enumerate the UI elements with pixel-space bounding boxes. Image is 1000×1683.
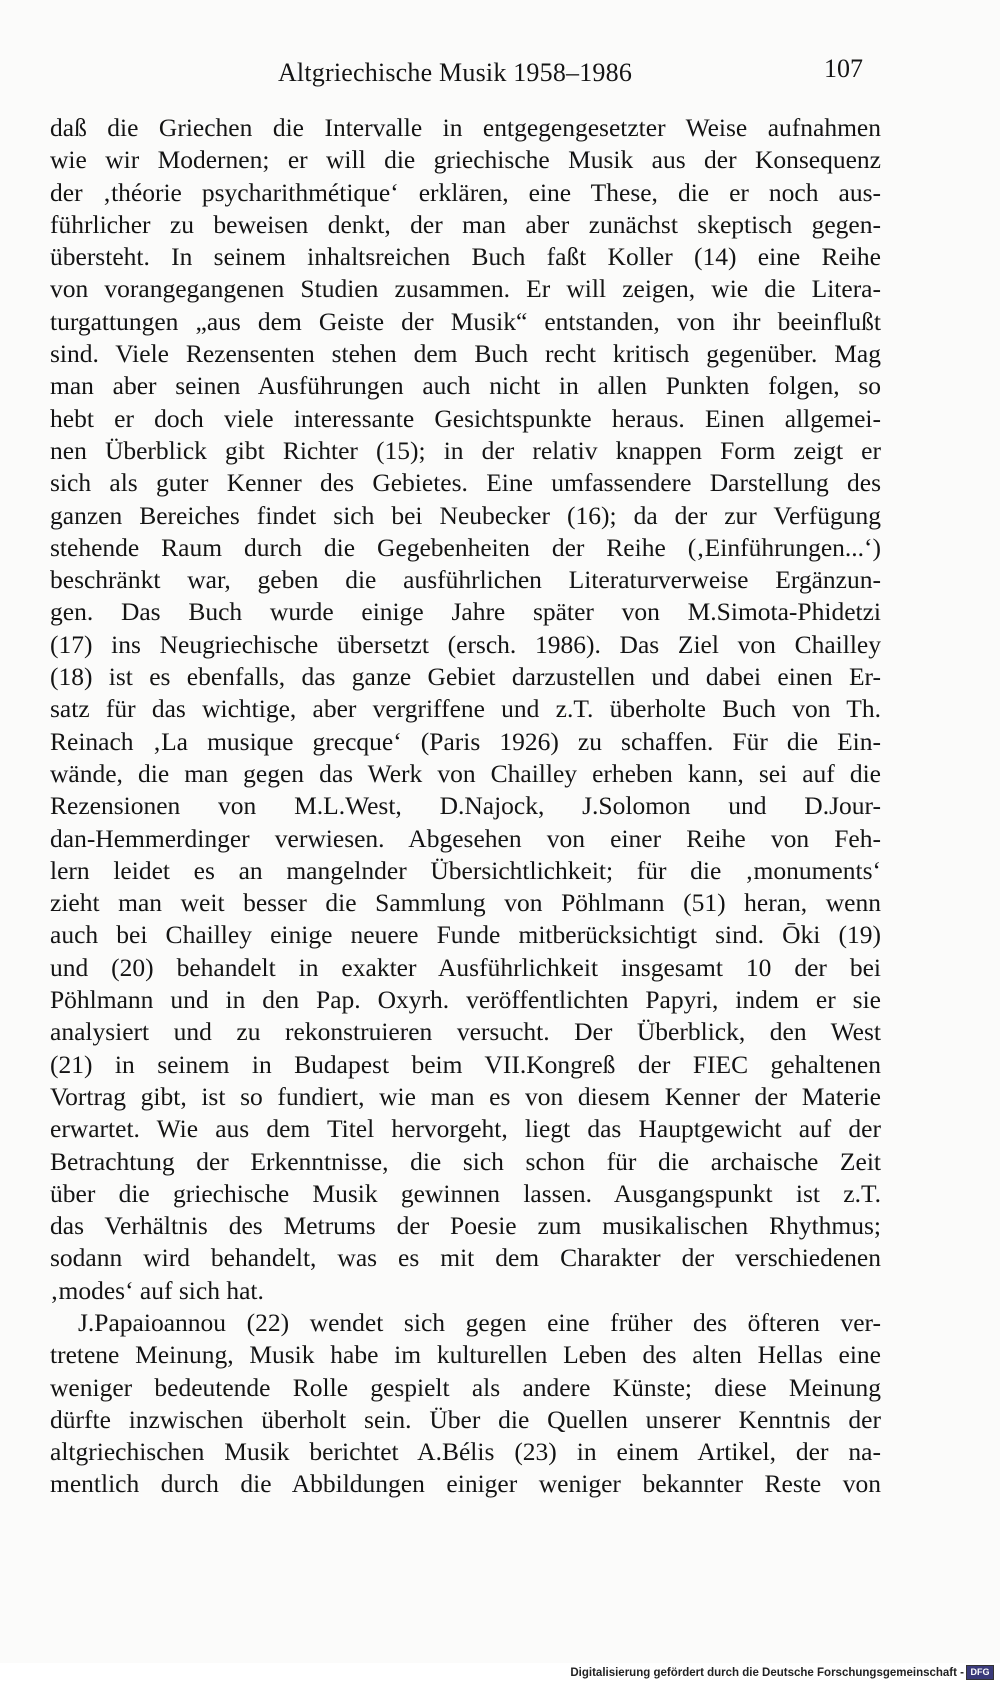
- page-number: 107: [824, 54, 863, 83]
- text-line: wände, die man gegen das Werk von Chailley erheben kann, sei auf die: [50, 758, 881, 788]
- text-line: Betrachtung der Erkenntnisse, die sich schon für die archaische Zeit: [50, 1146, 881, 1176]
- text-line: mentlich durch die Abbildungen einiger weniger bekannter Reste von: [50, 1469, 881, 1499]
- body-text: [50, 112, 881, 1501]
- text-line: ganzen Bereiches findet sich bei Neubecker (16); da der zur Verfügung: [50, 500, 881, 530]
- text-line: stehende Raum durch die Gegebenheiten der Reihe (‚Einführungen...‘): [50, 532, 881, 562]
- text-line: weniger bedeutende Rolle gespielt als andere Künste; diese Meinung: [50, 1372, 881, 1402]
- text-line: Pöhlmann und in den Pap. Oxyrh. veröffentlichten Papyri, indem er sie: [50, 985, 881, 1015]
- text-line: sodann wird behandelt, was es mit dem Charakter der verschiedenen: [50, 1243, 881, 1273]
- text-line: gen. Das Buch wurde einige Jahre später von M.Simota-Phidetzi: [50, 597, 881, 627]
- text-line: Reinach ‚La musique grecque‘ (Paris 1926) zu schaffen. Für die Ein-: [50, 726, 881, 756]
- text-line: das Verhältnis des Metrums der Poesie zum musikalischen Rhythmus;: [50, 1211, 881, 1241]
- text-line: wie wir Modernen; er will die griechische Musik aus der Konsequenz: [50, 145, 881, 175]
- text-line: altgriechischen Musik berichtet A.Bélis (23) in einem Artikel, der na-: [50, 1437, 881, 1467]
- text-line: von vorangegangenen Studien zusammen. Er will zeigen, wie die Litera-: [50, 274, 881, 304]
- text-line: man aber seinen Ausführungen auch nicht in allen Punkten folgen, so: [50, 371, 881, 401]
- text-line: führlicher zu beweisen denkt, der man aber zunächst skeptisch gegen-: [50, 209, 881, 239]
- text-line: ‚modes‘ auf sich hat.: [50, 1275, 264, 1305]
- text-line: über die griechische Musik gewinnen lassen. Ausgangspunkt ist z.T.: [50, 1178, 881, 1208]
- dfg-logo-icon: DFG: [966, 1665, 994, 1680]
- text-line: sind. Viele Rezensenten stehen dem Buch recht kritisch gegenüber. Mag: [50, 339, 881, 369]
- text-line: dan-Hemmerdinger verwiesen. Abgesehen von einer Reihe von Feh-: [50, 823, 881, 853]
- text-line: hebt er doch viele interessante Gesichtspunkte heraus. Einen allgemei-: [50, 403, 881, 433]
- text-line: Vortrag gibt, ist so fundiert, wie man es von diesem Kenner der Materie: [50, 1081, 881, 1111]
- running-head: [50, 52, 863, 92]
- text-line: Rezensionen von M.L.West, D.Najock, J.Solomon und D.Jour-: [50, 791, 881, 821]
- text-line: tretene Meinung, Musik habe im kulturellen Leben des alten Hellas eine: [50, 1340, 881, 1370]
- text-line: erwartet. Wie aus dem Titel hervorgeht, liegt das Hauptgewicht auf der: [50, 1114, 881, 1144]
- text-line: (18) ist es ebenfalls, das ganze Gebiet darzustellen und dabei einen Er-: [50, 662, 881, 692]
- text-line: der ‚théorie psycharithmétique‘ erklären, eine These, die er noch aus-: [50, 177, 881, 207]
- text-line: sich als guter Kenner des Gebietes. Eine umfassendere Darstellung des: [50, 468, 881, 498]
- text-line: und (20) behandelt in exakter Ausführlichkeit insgesamt 10 der bei: [50, 952, 881, 982]
- text-line: beschränkt war, geben die ausführlichen Literaturverweise Ergänzun-: [50, 565, 881, 595]
- text-line: dürfte inzwischen überholt sein. Über die Quellen unserer Kenntnis der: [50, 1404, 881, 1434]
- text-line: satz für das wichtige, aber vergriffene und z.T. überholte Buch von Th.: [50, 694, 881, 724]
- text-line: daß die Griechen die Intervalle in entgegengesetzter Weise aufnahmen: [50, 113, 881, 142]
- digitization-credit: Digitalisierung gefördert durch die Deutsche Forschungsgemeinschaft -: [570, 1667, 964, 1679]
- text-line: lern leidet es an mangelnder Übersichtlichkeit; für die ‚monuments‘: [50, 855, 881, 885]
- text-line: übersteht. In seinem inhaltsreichen Buch faßt Koller (14) eine Reihe: [50, 242, 881, 272]
- text-line: analysiert und zu rekonstruieren versucht. Der Überblick, den West: [50, 1017, 881, 1047]
- text-line: (21) in seinem in Budapest beim VII.Kongreß der FIEC gehaltenen: [50, 1049, 881, 1079]
- running-title: Altgriechische Musik 1958–1986: [277, 58, 633, 87]
- text-line: turgattungen „aus dem Geiste der Musik“ entstanden, von ihr beeinflußt: [50, 306, 881, 336]
- digitization-footer: [0, 1663, 1000, 1683]
- text-line: nen Überblick gibt Richter (15); in der relativ knappen Form zeigt er: [50, 435, 881, 465]
- text-line: auch bei Chailley einige neuere Funde mitberücksichtigt sind. Ōki (19): [50, 920, 881, 950]
- text-line: (17) ins Neugriechische übersetzt (ersch. 1986). Das Ziel von Chailley: [50, 629, 881, 659]
- text-line: J.Papaioannou (22) wendet sich gegen eine früher des öfteren ver-: [78, 1307, 881, 1337]
- text-line: zieht man weit besser die Sammlung von Pöhlmann (51) heran, wenn: [50, 888, 881, 918]
